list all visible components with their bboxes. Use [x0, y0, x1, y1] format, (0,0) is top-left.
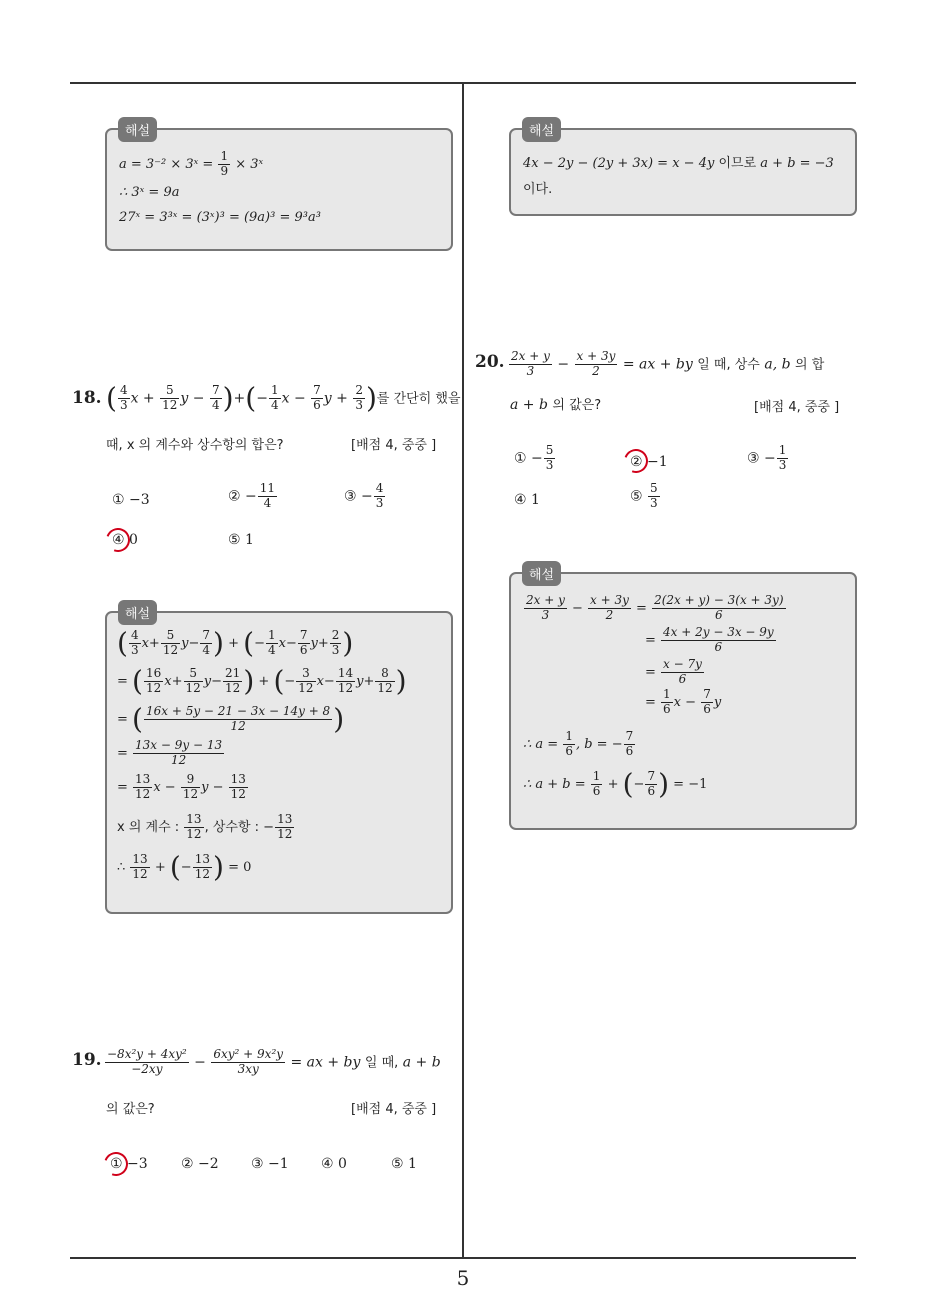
q20-stem-line2: a + b 의 값은?	[510, 397, 602, 413]
q17-sol-expr1b: × 3ˣ	[235, 156, 264, 172]
q17-sol-line2: ∴ 3ˣ = 9a	[119, 185, 180, 200]
q19-choice-5[interactable]: ⑤ 1	[391, 1156, 417, 1172]
q20-sol-row2: = $\frac{4x + 2y - 3x - 9y}{6}$	[645, 625, 774, 654]
q18-choice-5[interactable]: ⑤ 1	[228, 532, 254, 548]
q20-sol-row6: ∴ a + b = $\frac{1}{6}$ + (− $\frac{7}{6}$ ) = −1	[523, 767, 708, 801]
q19-choice-2[interactable]: ② −2	[181, 1156, 219, 1172]
solution-tag-q18: 해설	[118, 600, 157, 625]
q18-sol-row6: x 의 계수 : $\frac{13}{12}$ , 상수항 : − $\frac{13}{12}$	[117, 812, 293, 841]
solution-tag-q20: 해설	[522, 561, 561, 586]
q19-choice-4[interactable]: ④ 0	[321, 1156, 347, 1172]
q20-sol-row5: ∴ a = $\frac{1}{6}$ , b = − $\frac{7}{6}$	[523, 729, 634, 758]
q18-sol-row5: = $\frac{13}{12}$ x − $\frac{9}{12}$ y − $\frac{13}{12}$	[117, 772, 246, 801]
q17-sol-expr1: a = 3⁻² × 3ˣ =	[119, 156, 218, 172]
q17-sol-line3: 27ˣ = 3³ˣ = (3ˣ)³ = (9a)³ = 9³a³	[119, 210, 321, 225]
q18-sol-row4: = $\frac{13x - 9y - 13}{12}$	[117, 738, 223, 767]
q20-meta: [배점 4, 중중 ]	[754, 400, 840, 415]
q18-number: 18.	[72, 388, 102, 408]
q18-choice-1[interactable]: ① −3	[112, 492, 150, 508]
solution-box-q18	[105, 611, 453, 914]
q18-choice-4[interactable]: ④ 0	[112, 532, 138, 548]
top-right-sol-line1: 4x − 2y − (2y + 3x) = x − 4y 이므로 a + b = −3	[523, 156, 834, 171]
q18-sol-row2: = ( $\frac{16}{12}$ x+ $\frac{5}{12}$ y− $\frac{21}{12}$ ) + (− $\frac{3}{12}$ x− $\frac{14}{12}$ y+ $\frac{8}{12}$ )	[117, 664, 407, 698]
q19-meta: [배점 4, 중중 ]	[351, 1102, 437, 1117]
q20-stem: $\frac{2x + y}{3}$ − $\frac{x + 3y}{2}$ = ax + by 일 때, 상수 a, b 의 합	[511, 349, 825, 378]
q18-choice-3[interactable]: ③ − $\frac{4}{3}$	[344, 481, 384, 510]
q20-sol-row4: = $\frac{1}{6}$ x − $\frac{7}{6}$ y	[645, 687, 722, 716]
q18-sol-row1: ( $\frac{4}{3}$ x+ $\frac{5}{12}$ y− $\frac{7}{4}$ ) + (− $\frac{1}{4}$ x− $\frac{7}{6}$ y+ $\frac{2}{3}$ )	[117, 626, 354, 660]
q20-sol-row1: $\frac{2x + y}{3}$ − $\frac{x + 3y}{2}$ = $\frac{2(2x + y) - 3(x + 3y)}{6}$	[526, 593, 784, 622]
q19-choice-3[interactable]: ③ −1	[251, 1156, 289, 1172]
answer-circle-q20	[620, 445, 652, 477]
q20-choice-2[interactable]: ② −1	[630, 454, 668, 470]
top-right-sol-line2: 이다.	[523, 182, 553, 197]
q18-stem-line2: 때, x 의 계수와 상수항의 합은?	[106, 438, 284, 453]
q20-choice-1[interactable]: ① − $\frac{5}{3}$	[514, 443, 554, 472]
solution-box-q20	[509, 572, 857, 830]
q19-number: 19.	[72, 1050, 102, 1070]
answer-circle-q19	[100, 1148, 132, 1180]
q17-frac: $\frac{1}{9}$	[220, 149, 229, 178]
q20-number: 20.	[475, 352, 505, 372]
solution-box-q17	[105, 128, 453, 251]
q19-stem: $\frac{\text{−8x²y + 4xy²}}{-2xy}$ − $\frac{\text{6xy² + 9x²y}}{3xy}$ = ax + by 일 때, a + b	[107, 1047, 441, 1076]
q18-sol-row7: ∴ $\frac{13}{12}$ + (− $\frac{13}{12}$ ) = 0	[117, 850, 252, 884]
q20-choice-5[interactable]: ⑤ $\frac{5}{3}$	[630, 481, 658, 510]
q20-choice-4[interactable]: ④ 1	[514, 492, 540, 508]
q20-sol-row3: = $\frac{x - 7y}{6}$	[645, 657, 702, 686]
bottom-rule	[70, 1257, 856, 1259]
q18-stem: ( $\frac{4}{3}$ x + $\frac{5}{12}$ y − $\frac{7}{4}$ )+(− $\frac{1}{4}$ x − $\frac{7}{6}$ y + $\frac{2}{3}$ )를 간단히 했을	[106, 381, 461, 415]
solution-tag-top-right: 해설	[522, 117, 561, 142]
answer-circle-q18	[102, 524, 134, 556]
q18-meta: [배점 4, 중중 ]	[351, 438, 437, 453]
solution-box-q-top-right	[509, 128, 857, 216]
solution-tag-q17: 해설	[118, 117, 157, 142]
page-number: 5	[456, 1266, 470, 1290]
q18-sol-row3: = ( $\frac{16x + 5y - 21 - 3x - 14y + 8}{12}$ )	[117, 702, 345, 736]
q17-sol-line1	[119, 150, 263, 179]
q20-choice-3[interactable]: ③ − $\frac{1}{3}$	[747, 443, 787, 472]
q19-stem-line2: 의 값은?	[106, 1102, 155, 1117]
q18-choice-2[interactable]: ② − $\frac{11}{4}$	[228, 481, 276, 510]
column-divider	[462, 84, 464, 1258]
q19-choice-1[interactable]: ① −3	[110, 1156, 148, 1172]
